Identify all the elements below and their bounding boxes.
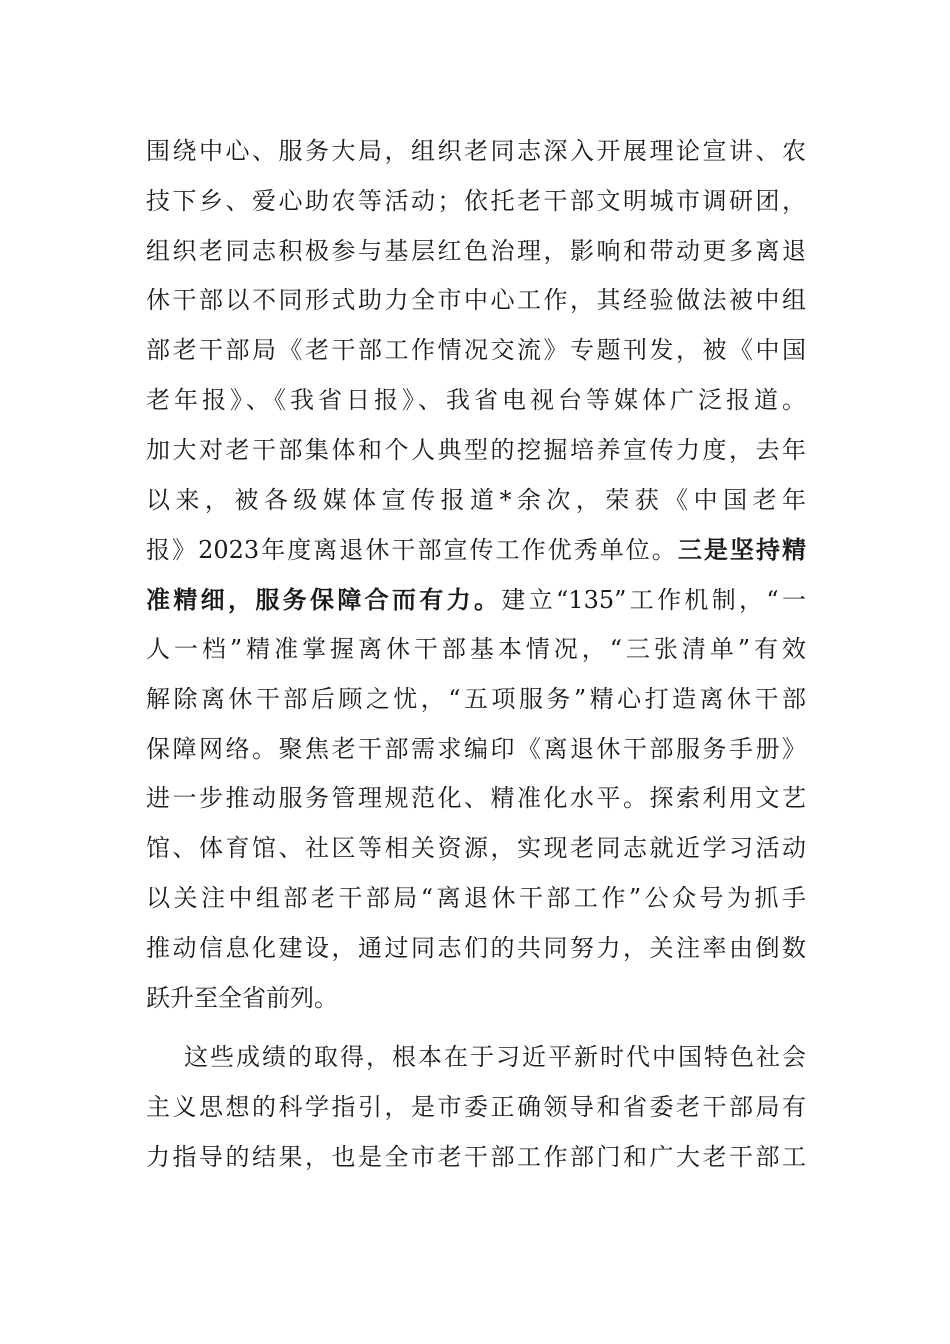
text-line: 组织老同志积极参与基层红色治理，影响和带动更多离退 <box>146 236 806 265</box>
bold-heading-segment: 准精细，服务保障合而有力。 <box>146 585 502 615</box>
text-line: 进一步推动服务管理规范化、精准化水平。探索利用文艺 <box>146 784 806 813</box>
text-line: 休干部以不同形式助力全市中心工作，其经验做法被中组 <box>146 286 806 315</box>
text-line: 保障网络。聚焦老干部需求编印《离退休干部服务手册》 <box>146 734 806 763</box>
text-line: 跃升至全省前列。 <box>146 983 338 1012</box>
text-line: 以关注中组部老干部局“离退休干部工作”公众号为抓手 <box>146 883 806 912</box>
text-line: 部老干部局《老干部工作情况交流》专题刊发，被《中国 <box>146 336 806 365</box>
text-line: 加大对老干部集体和个人典型的挖掘培养宣传力度，去年 <box>146 435 806 464</box>
text-line: 人一档”精准掌握离休干部基本情况，“三张清单”有效 <box>146 634 806 663</box>
bold-heading-segment: 三是坚持精 <box>677 535 807 565</box>
text-line-mixed <box>146 575 806 625</box>
text-line: 技下乡、爱心助农等活动；依托老干部文明城市调研团， <box>146 186 806 215</box>
text-line: 这些成绩的取得，根本在于习近平新时代中国特色社会 <box>184 1043 806 1072</box>
text-segment: 报》2023年度离退休干部宣传工作优秀单位。 <box>146 536 678 565</box>
text-line: 围绕中心、服务大局，组织老同志深入开展理论宣讲、农 <box>146 137 806 165</box>
text-line-mixed <box>146 525 806 575</box>
paragraph-gap <box>146 1023 806 1033</box>
text-line: 老年报》、《我省日报》、我省电视台等媒体广泛报道。 <box>146 385 806 414</box>
text-line: 馆、体育馆、社区等相关资源，实现老同志就近学习活动 <box>146 834 806 863</box>
text-line: 推动信息化建设，通过同志们的共同努力，关注率由倒数 <box>146 933 806 962</box>
body-text <box>146 127 806 1183</box>
text-line: 解除离休干部后顾之忧，“五项服务”精心打造离休干部 <box>146 684 806 713</box>
text-line: 主义思想的科学指引，是市委正确领导和省委老干部局有 <box>146 1093 806 1122</box>
text-line: 力指导的结果，也是全市老干部工作部门和广大老干部工 <box>146 1142 806 1171</box>
text-line: 以来，被各级媒体宣传报道*余次，荣获《中国老年 <box>146 485 806 514</box>
text-segment: 建立“135”工作机制，“一 <box>501 586 806 615</box>
